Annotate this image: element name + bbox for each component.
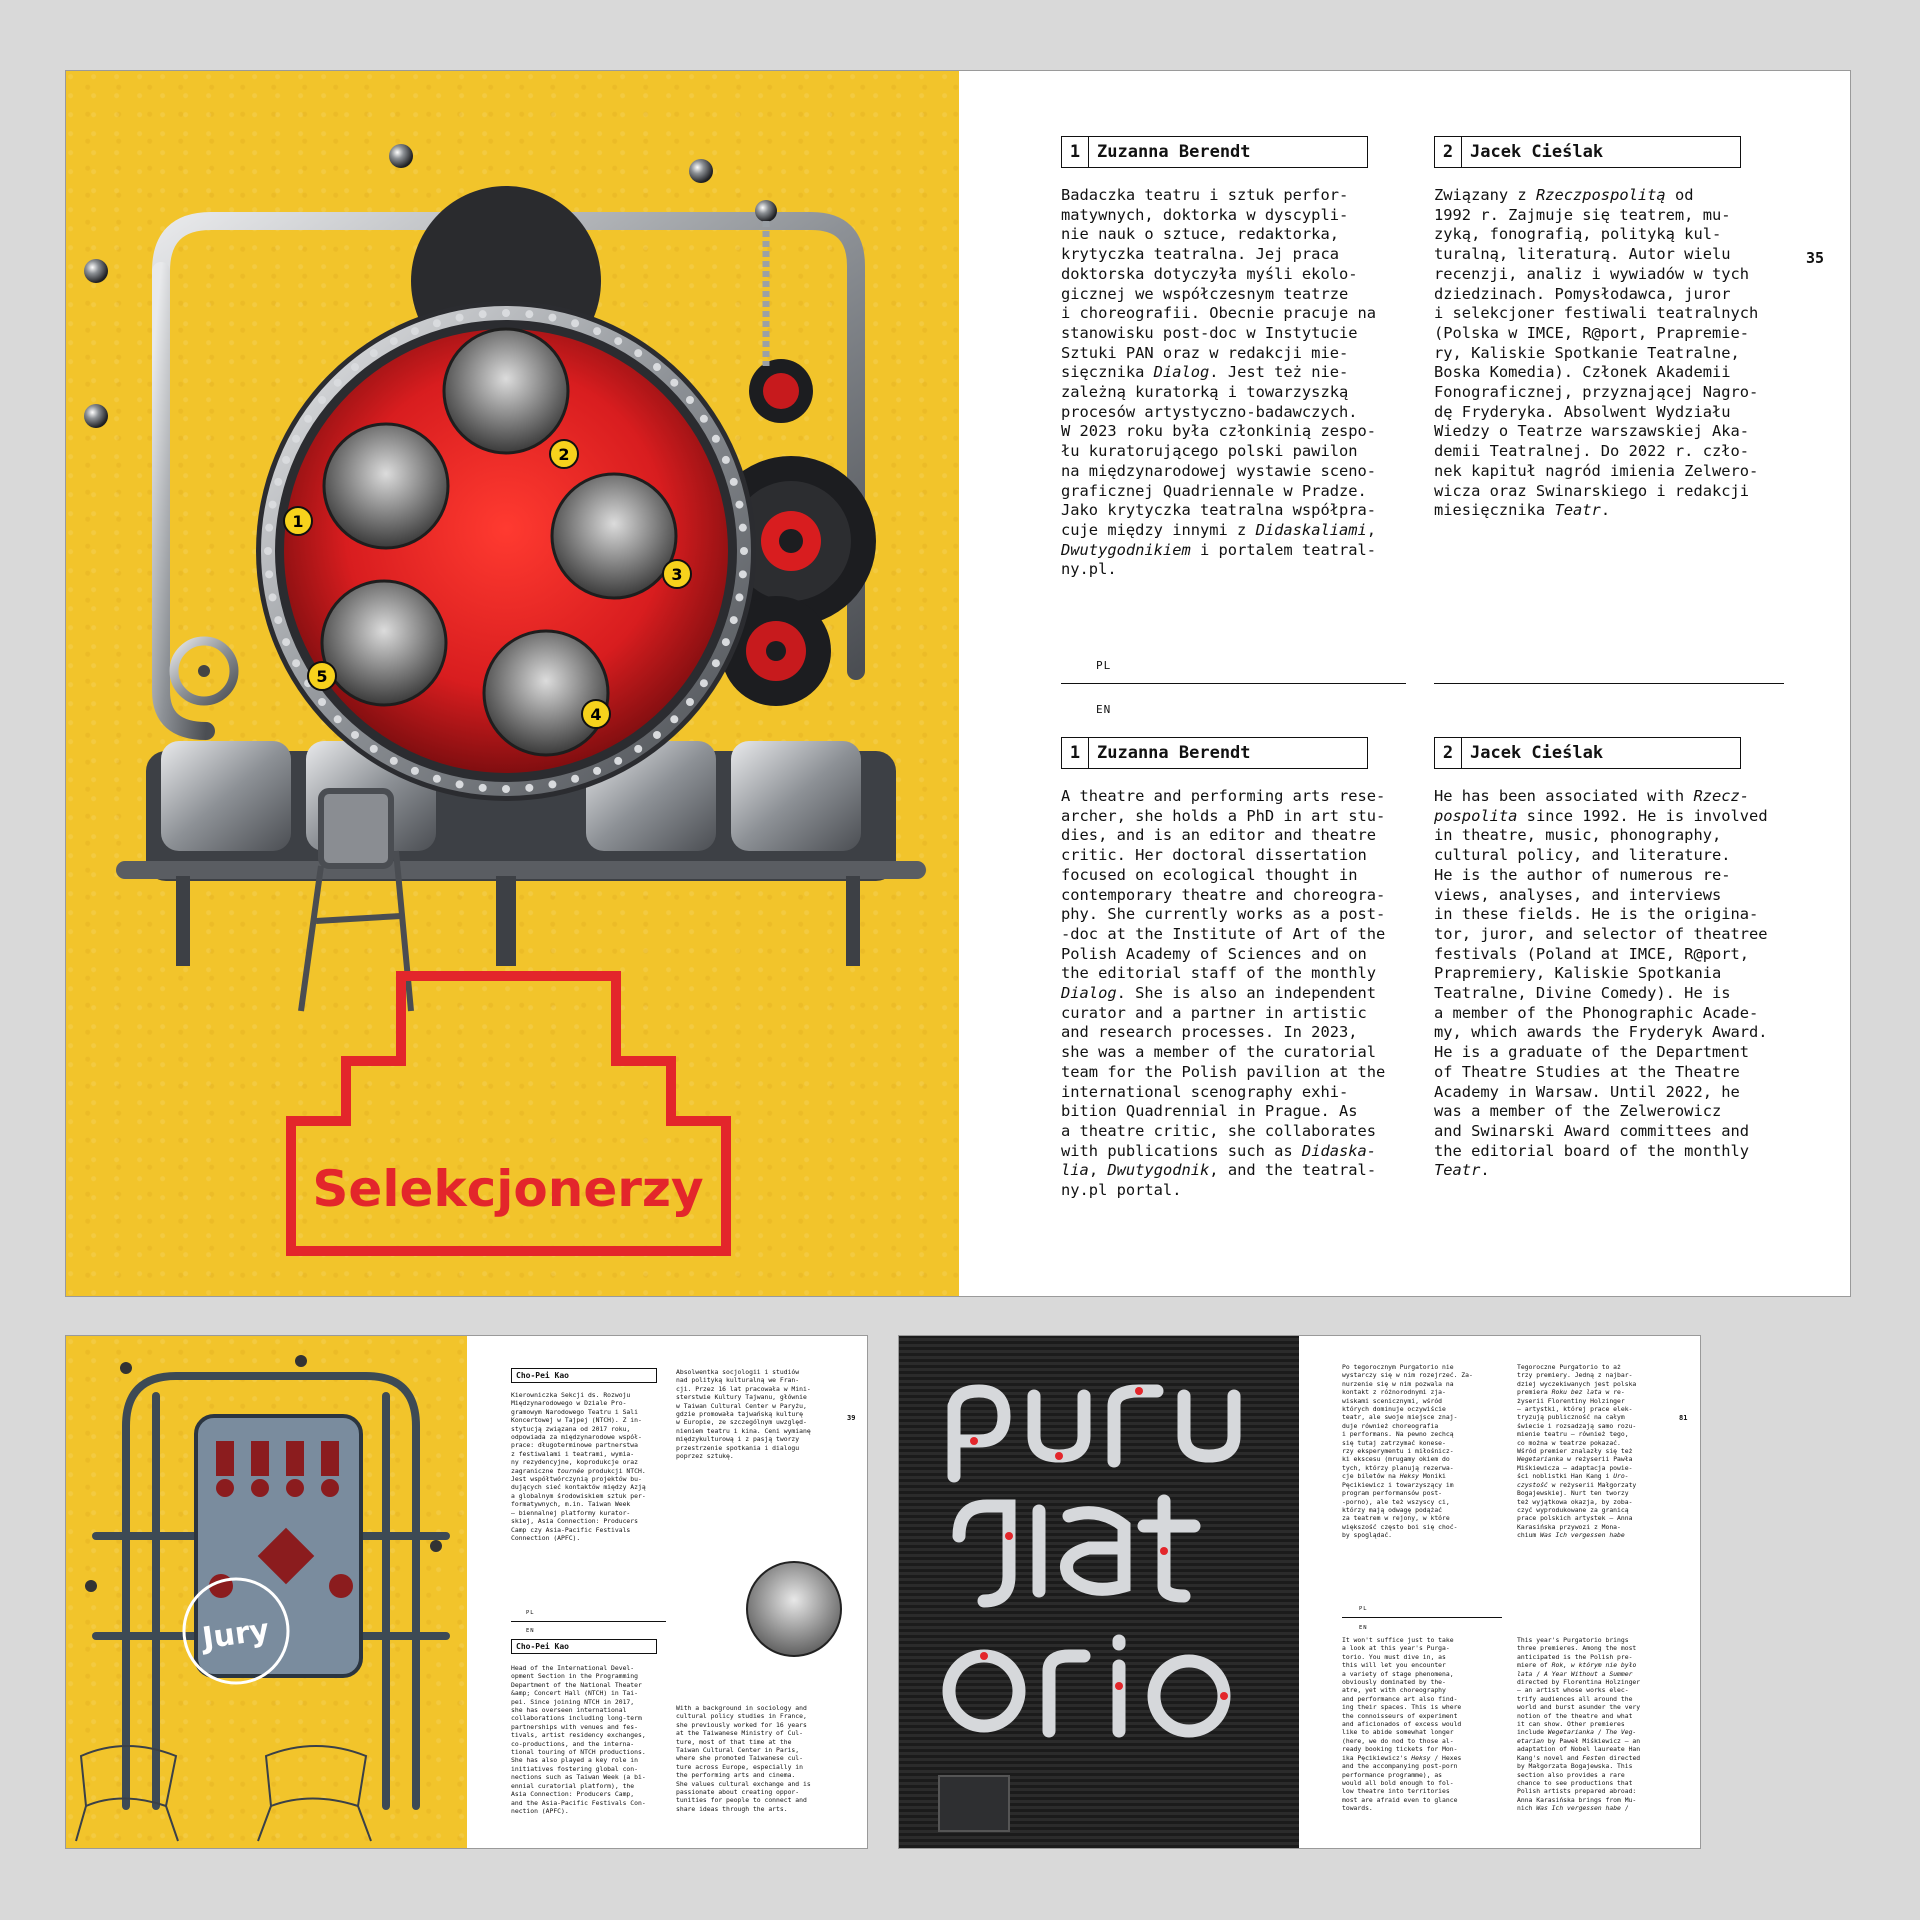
rivet — [292, 435, 300, 443]
rivet — [653, 731, 661, 739]
rivet — [614, 337, 622, 345]
rivet — [634, 349, 642, 357]
rivet — [351, 731, 359, 739]
rivet — [411, 327, 419, 335]
name-box-person2-en: 2 Jacek Cieślak — [1434, 737, 1741, 769]
rivet — [571, 775, 579, 783]
machine-illustration — [66, 71, 959, 1296]
text-col2-pl: Tegoroczne Purgatorio to aż trzy premiery. Jedną z najbar- dziej wyczekiwanych jest polska premiera Roku bez lata w re- żyserii Florentiny Holzinger – artystki, której prace elek- tryzują publiczność na całym świecie i rozsadzają samo rozu- mienie teatru – również tego, co można w teatrze pokazać. Wśród premier znalazły się też Wegetarianka w reżyserii Pawła Miśkiewicza – adaptacja powie- ści noblistki Han Kang i Uro- czystość w reżyserii Małgorzaty Bogajewskiej. Nurt ten tworzy też wyjątkowa okazja, by zoba- czyć wyprodukowane za granicą prace polskich artystek – Anna Karasińska przywozi z Mona- chium Was Ich vergessen habe — [1517, 1363, 1637, 1540]
spread-selekcjonerzy — [65, 70, 1851, 1297]
rivet — [264, 547, 272, 555]
rivet — [479, 310, 487, 318]
rivet — [686, 396, 694, 404]
purgatorio-neon-letters — [899, 1336, 1299, 1848]
rivet — [593, 767, 601, 775]
text-col1-pl: Po tegorocznym Purgatorio nie wystarczy się w nim rozejrzeć. Za- nurzenie się w nim pozwala na kontakt z różnorodnymi zja- wiskami scenicznymi, wśród których dominuje oczywiście teatr, ale swoje miejsce znaj- duje również choreografia i performans. Na pewno zechcą się tutaj zatrzymać konese- rzy eksperymentu i miłośnicz- ki ekscesu (mrugamy okiem do tych, którzy planują rezerwa- cje biletów na Heksy Moniki Pęcikiewicz i towarzyszący im program performansów post- -porno), ale też wszyscy ci, którzy mają odwagę podążać za teatrem w rejony, w które większość często boi się choć- by spoglądać. — [1342, 1363, 1473, 1540]
rivet — [670, 379, 678, 387]
bio-left-pl: Kierowniczka Sekcji ds. Rozwoju Międzynarodowego w Dziale Pro- gramowym Narodowego Teatru i Sali Koncertowej w Tajpej (NTCH). Z in- stytucją związana od 2017 roku, odpowiada za międzynarodowe współ- prace: długoterminowe partnerstwa z festiwalami i teatrami, wymia- ny rezydencyjne, koprodukcje oraz zagraniczne tournée produkcji NTCH. Jest współtwórczynią projektów bu- dujących sieć kontaktów między Azją a globalnym środowiskiem sztuk per- formatywnych, m.in. Taiwan Week – biennalnej platformy kurator- skiej, Asia Connection: Producers Camp czy Asia-Pacific Festivals Connection (APFC). — [511, 1391, 646, 1542]
rivet — [739, 524, 747, 532]
rivet — [456, 780, 464, 788]
rivet — [730, 616, 738, 624]
rivet — [525, 784, 533, 792]
name-box-person1-pl: 1 Zuzanna Berendt — [1061, 136, 1368, 168]
rivet — [318, 698, 326, 706]
neon-letters — [949, 1391, 1234, 1731]
rivet — [670, 715, 678, 723]
rivet — [739, 570, 747, 578]
lang-label-en: EN — [1096, 703, 1112, 716]
gear-wheel — [174, 641, 234, 701]
rivet — [351, 363, 359, 371]
jury-title: Jury — [200, 1612, 272, 1657]
rivet — [735, 501, 743, 509]
rivet — [318, 396, 326, 404]
rivet — [334, 379, 342, 387]
rivet — [653, 363, 661, 371]
rivet — [571, 319, 579, 327]
page-number: 39 — [847, 1414, 856, 1422]
bio-person2-pl: Związany z Rzeczpospolitą od 1992 r. Zajmuje się teatrem, mu- zyką, fonografią, polityką kul- turalną, literaturą. Autor wielu recenzji, analiz i wywiadów w tych dziedzinach. Pomysłodawca, juror i selekcjoner festiwali teatralnych (Polska w IMCE, R@port, Prapremie- ry, Kaliskie Spotkanie Teatralne, Boska Komedia). Członek Akademii Fonograficznej, przyznającej Nagro- dę Fryderyka. Absolwent Wydziału Wiedzy o Teatrze warszawskiej Aka- demii Teatralnej. Do 2022 r. czło- nek kapituł nagród imienia Zelwero- wicza oraz Swinarskiego i redakcji miesięcznika Teatr. — [1434, 186, 1759, 520]
svg-text:4: 4 — [590, 705, 602, 724]
bio-person1-en: A theatre and performing arts rese- archer, she holds a PhD in art stu- dies, and is an editor and theatre critic. Her doctoral dissertation focused on ecological thought in contemporary theatre and choreogra- phy. She currently works as a post- -doc at the Institute of Art of the Polish Academy of Sciences and on the editorial staff of the monthly Dialog. She is also an independent curator and a partner in artistic and research processes. In 2023, she was a member of the curatorial team for the Polish pavilion at the international scenography exhi- bition Quadrennial in Prague. As a theatre critic, she collaborates with publications such as Didaska- lia, Dwutygodnik, and the teatral- ny.pl portal. — [1061, 787, 1386, 1200]
rivet — [433, 319, 441, 327]
svg-text:5: 5 — [316, 667, 328, 686]
jury-illustration — [66, 1336, 467, 1848]
page-number: 81 — [1679, 1414, 1688, 1422]
portrait-photo — [746, 1561, 842, 1657]
text-col2-en: This year's Purgatorio brings three premieres. Among the most anticipated is the Polish pre- miere of Rok, w którym nie było lata / A Year Without a Summer directed by Florentina Holzinger – an artist whose works elec- trify audiences all around the world and burst asunder the very notion of the theatre and what it can show. Other premieres include Wegetarianka / The Veg- etarian by Paweł Miśkiewicz – an adaptation of Nobel laureate Han Kang's novel and Festen directed by Małgorzata Bogajewska. This section also provides a rare chance to see productions that Polish artists prepared abroad: Anna Karasińska brings from Mu- nich Was Ich vergessen habe / — [1517, 1636, 1641, 1813]
name-box-person1-en: 1 Zuzanna Berendt — [1061, 737, 1368, 769]
name-box-person2-pl: 2 Jacek Cieślak — [1434, 136, 1741, 168]
rivet — [269, 593, 277, 601]
rivet — [722, 638, 730, 646]
rivet — [274, 478, 282, 486]
language-divider-right — [1434, 683, 1784, 684]
language-divider — [511, 1621, 666, 1622]
bio-right-pl: Absolwentka socjologii i studiów nad polityką kulturalną we Fran- cji. Przez 16 lat pracowała w Mini- sterstwie Kultury Tajwanu, głównie w Taiwan Cultural Center w Paryżu, gdzie promowała tajwańską kulturę w Europie, ze szczególnym uwzględ- nieniem teatru i kina. Ceni wymianę międzykulturową i z pasją tworzy przestrzenie spotkania i dialogu poprzez sztukę. — [676, 1368, 811, 1461]
rivet — [712, 435, 720, 443]
rivet — [304, 415, 312, 423]
rivet — [456, 314, 464, 322]
purgatorio-illustration-panel — [899, 1336, 1299, 1848]
jury-illustration-panel — [66, 1336, 467, 1848]
language-divider — [1342, 1617, 1502, 1618]
rivet — [686, 698, 694, 706]
rivet — [265, 524, 273, 532]
lang-label-en: EN — [1359, 1625, 1368, 1631]
rivet — [274, 616, 282, 624]
svg-text:2: 2 — [558, 445, 570, 464]
lang-label-pl: PL — [1359, 1606, 1368, 1612]
rivet — [265, 570, 273, 578]
rivet — [740, 547, 748, 555]
rivet — [502, 309, 510, 317]
wire-chairs — [76, 1746, 371, 1841]
rivet — [370, 349, 378, 357]
spread-purgatorio — [898, 1335, 1701, 1849]
bio-person2-en: He has been associated with Rzecz- pospolita since 1992. He is involved in theatre, music, phonography, cultural policy, and literature. He is the author of numerous re- views, analyses, and interviews in these fields. He is the origina- tor, juror, and selector of theatree festivals (Poland at IMCE, R@port, Prapremiery, Kaliskie Spotkania Teatralne, Divine Comedy). He is a member of the Phonographic Acade- my, which awards the Fryderyk Award. He is a graduate of the Department of Theatre Studies at the Theatre Academy in Warsaw. Until 2022, he was a member of the Zelwerowicz and Swinarski Award committees and the editorial board of the monthly Teatr. — [1434, 787, 1768, 1180]
title-badge: Selekcjonerzy — [312, 1160, 704, 1218]
svg-text:3: 3 — [671, 565, 683, 584]
rivet — [334, 715, 342, 723]
bio-person1-pl: Badaczka teatru i sztuk perfor- matywnych, doktorka w dyscypli- nie nauk o sztuce, redaktorka, krytyczka teatralna. Jej praca doktorska dotyczyła myśli ekolo- gicznej we współczesnym teatrze i choreografii. Obecnie pracuje na stanowisku post-doc w Instytucie Sztuki PAN oraz w redakcji mie- sięcznika Dialog. Jest też nie- zależną kuratorką i towarzyszką procesów artystyczno-badawczych. W 2023 roku była członkinią zespo- łu kuratorującego polski pawilon na międzynarodowej wystawie sceno- graficznej Quadriennale w Pradze. Jako krytyczka teatralna współpra- cuje między innymi z Didaskaliami, Dwutygodnikiem i portalem teatral- ny.pl. — [1061, 186, 1377, 579]
rivet — [292, 659, 300, 667]
page-number: 35 — [1806, 249, 1825, 267]
rivet — [548, 780, 556, 788]
name-box-en: Cho-Pei Kao — [511, 1639, 657, 1654]
rivet — [390, 337, 398, 345]
lang-label-en: EN — [526, 1628, 535, 1634]
rivet — [700, 679, 708, 687]
rivet — [735, 593, 743, 601]
rivet — [700, 415, 708, 423]
rivet — [479, 784, 487, 792]
bio-right-en: With a background in sociology and cultural policy studies in France, she previously worked for 16 years at the Taiwanese Ministry of Cul- ture, most of that time at the Taiwan Cultural Center in Paris, where she promoted Taiwanese cul- ture across Europe, especially in the performing arts and cinema. She values cultural exchange and is passionate about creating oppor- tunities for people to connect and share ideas through the arts. — [676, 1704, 811, 1813]
svg-text:1: 1 — [292, 512, 304, 531]
rivet — [269, 501, 277, 509]
illustration-panel — [66, 71, 959, 1296]
text-col1-en: It won't suffice just to take a look at this year's Purga- torio. You must dive in, as this will let you encounter a variety of stage phenomena, obviously dominated by the- atre, yet with choreography and performance art also find- ing their spaces. This is where the connoisseurs of experiment and aficionados of excess would like to abide somewhat longer (here, we do nod to those al- ready booking tickets for Mon- ika Pęcikiewicz's Heksy / Hexes and the accompanying post-porn performance programme), as would all bold enough to fol- low theatre into territories most are afraid even to glance towards. — [1342, 1636, 1462, 1813]
rivet — [411, 767, 419, 775]
name-box-pl: Cho-Pei Kao — [511, 1368, 657, 1383]
amplifier-box — [939, 1776, 1009, 1831]
spread-jury — [65, 1335, 868, 1849]
rivet — [593, 327, 601, 335]
rivet — [614, 757, 622, 765]
bio-left-en: Head of the International Devel- opment Section in the Programming Department of the National Theater &amp; Concert Hall (NTCH) in Tai- pei. Since joining NTCH in 2017, she has overseen international collaborations including long-term partnerships with venues and fes- tivals, artist residency exchanges, co-productions, and the interna- tional touring of NTCH productions. She has also played a key role in initiatives fostering global con- nections such as Taiwan Week (a bi- ennial curatorial platform), the Asia Connection: Producers Camp, and the Asia-Pacific Festivals Con- nection (APFC). — [511, 1664, 646, 1815]
rivet — [433, 775, 441, 783]
lang-label-pl: PL — [526, 1610, 535, 1616]
rivet — [525, 310, 533, 318]
rivet — [502, 785, 510, 793]
rivet — [712, 659, 720, 667]
rivet — [730, 478, 738, 486]
rivet — [282, 456, 290, 464]
rivet — [548, 314, 556, 322]
rivet — [390, 757, 398, 765]
rivet — [634, 745, 642, 753]
rivet — [722, 456, 730, 464]
rivet — [282, 638, 290, 646]
lang-label-pl: PL — [1096, 659, 1112, 672]
rivet — [370, 745, 378, 753]
language-divider-left — [1061, 683, 1406, 684]
